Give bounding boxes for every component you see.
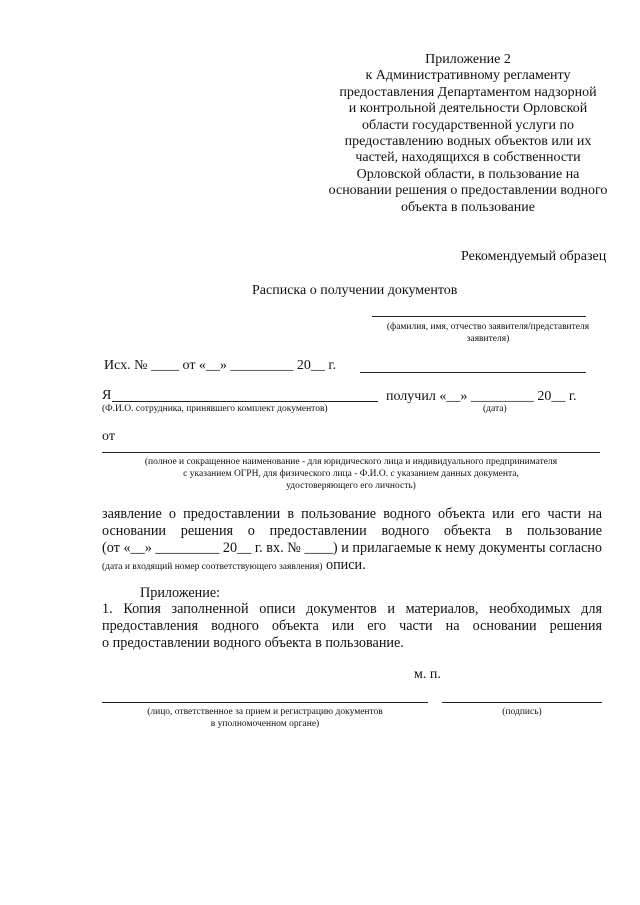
outgoing-line — [360, 372, 586, 373]
applicant-caption-1: (фамилия, имя, отчество заявителя/представителя — [386, 322, 590, 332]
header-line: к Административному регламенту — [365, 68, 571, 84]
signature-line — [442, 702, 602, 703]
attachment-heading: Приложение: — [140, 585, 221, 601]
date-caption: (дата) — [483, 404, 507, 414]
received-date: получил «__» _________ 20__ г. — [386, 389, 577, 404]
applicant-line — [372, 316, 586, 317]
statement-line-2: основании решения о предоставлении водного объекта в пользование — [102, 523, 602, 539]
sample-label: Рекомендуемый образец — [461, 249, 607, 264]
from-caption-1: (полное и сокращенное наименование - для юридического лица и индивидуального предпринимателя — [144, 457, 558, 467]
from-caption-2: с указанием ОГРН, для физического лица - Ф.И.О. с указанием данных документа, — [183, 469, 519, 479]
responsible-line — [102, 702, 428, 703]
signature-caption: (подпись) — [502, 707, 542, 717]
statement-line-1: заявление о предоставлении в пользование водного объекта или его части на — [102, 506, 602, 522]
header-line: и контрольной деятельности Орловской — [348, 101, 588, 117]
attachment-line-1: 1. Копия заполненной описи документов и материалов, необходимых для — [102, 601, 602, 617]
stamp-label: м. п. — [414, 667, 441, 682]
statement-line-3: (от «__» _________ 20__ г. вх. № ____) и прилагаемые к нему документы согласно — [102, 540, 602, 556]
header-line: объекта в пользование — [401, 199, 535, 215]
from-label: от — [102, 429, 115, 444]
ya-label: Я — [102, 388, 112, 403]
header-line: предоставлению водных объектов или их — [344, 134, 592, 150]
attachment-line-2: предоставления водного объекта или его части на основании решения — [102, 618, 602, 634]
from-line — [102, 452, 600, 453]
statement-line-4 — [102, 557, 366, 574]
employee-line — [112, 401, 378, 402]
header-line: Орловской области, в пользование на — [356, 166, 580, 182]
outgoing-number: Исх. № ____ от «__» _________ 20__ г. — [104, 358, 337, 373]
from-caption-3: удостоверяющего его личность) — [286, 481, 416, 491]
responsible-caption-2: в уполномоченном органе) — [210, 719, 320, 729]
header-line: Приложение 2 — [425, 52, 511, 67]
employee-caption: (Ф.И.О. сотрудника, принявшего комплект документов) — [102, 404, 328, 414]
statement-tail: описи. — [322, 557, 366, 573]
applicant-caption-2: заявителя) — [466, 334, 510, 344]
statement-date-caption: (дата и входящий номер соответствующего заявления) — [102, 562, 323, 572]
responsible-caption-1: (лицо, ответственное за прием и регистрацию документов — [147, 707, 383, 717]
header-line: предоставления Департаментом надзорной — [339, 84, 597, 100]
header-line: области государственной услуги по — [361, 117, 574, 133]
attachment-line-3: о предоставлении водного объекта в пользование. — [102, 635, 404, 651]
header-line: основании решения о предоставлении водного — [328, 183, 608, 199]
appendix-header — [318, 52, 618, 216]
header-line: частей, находящихся в собственности — [355, 150, 581, 166]
document-title: Расписка о получении документов — [252, 283, 458, 298]
